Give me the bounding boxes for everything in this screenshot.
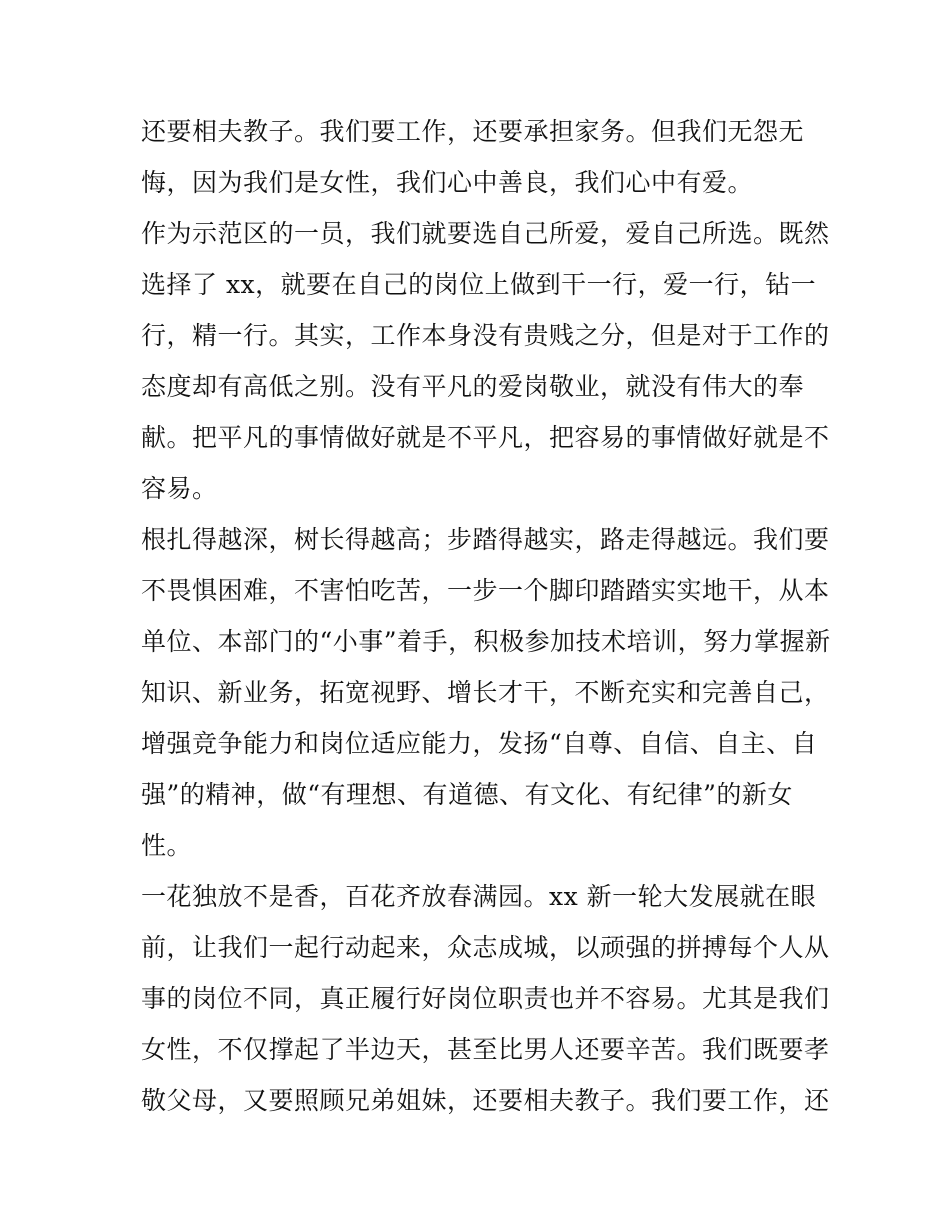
text-line: 容易。 <box>141 474 218 503</box>
text-line: 性。 <box>141 831 193 860</box>
text-line: 行，精一行。其实，工作本身没有贵贱之分，但是对于工作的 <box>141 321 830 350</box>
text-line: 不畏惧困难，不害怕吃苦，一步一个脚印踏踏实实地干，从本 <box>141 576 830 605</box>
text-line: 悔，因为我们是女性，我们心中善良，我们心中有爱。 <box>141 168 754 197</box>
text-line: 一花独放不是香，百花齐放春满园。xx 新一轮大发展就在眼 <box>141 882 817 911</box>
text-line: 知识、新业务，拓宽视野、增长才干，不断充实和完善自己， <box>141 678 830 707</box>
text-line: 献。把平凡的事情做好就是不平凡，把容易的事情做好就是不 <box>141 423 830 452</box>
text-line: 作为示范区的一员，我们就要选自己所爱，爱自己所选。既然 <box>141 219 830 248</box>
text-line: 还要相夫教子。我们要工作，还要承担家务。但我们无怨无 <box>141 117 805 146</box>
body-text <box>141 106 831 1126</box>
text-line: 增强竞争能力和岗位适应能力，发扬“自尊、自信、自主、自 <box>141 729 818 758</box>
text-line: 女性，不仅撑起了半边天，甚至比男人还要辛苦。我们既要孝 <box>141 1035 830 1064</box>
text-line: 敬父母，又要照顾兄弟姐妹，还要相夫教子。我们要工作，还 <box>141 1086 830 1115</box>
text-line: 事的岗位不同，真正履行好岗位职责也并不容易。尤其是我们 <box>141 984 830 1013</box>
text-line: 强”的精神，做“有理想、有道德、有文化、有纪律”的新女 <box>141 780 793 809</box>
text-line: 根扎得越深，树长得越高；步踏得越实，路走得越远。我们要 <box>141 525 830 554</box>
text-line: 态度却有高低之别。没有平凡的爱岗敬业，就没有伟大的奉 <box>141 372 805 401</box>
text-line: 前，让我们一起行动起来，众志成城，以顽强的拼搏每个人从 <box>141 933 830 962</box>
text-line: 单位、本部门的“小事”着手，积极参加技术培训，努力掌握新 <box>141 627 831 656</box>
text-line: 选择了 xx，就要在自己的岗位上做到干一行，爱一行，钻一 <box>141 270 817 299</box>
